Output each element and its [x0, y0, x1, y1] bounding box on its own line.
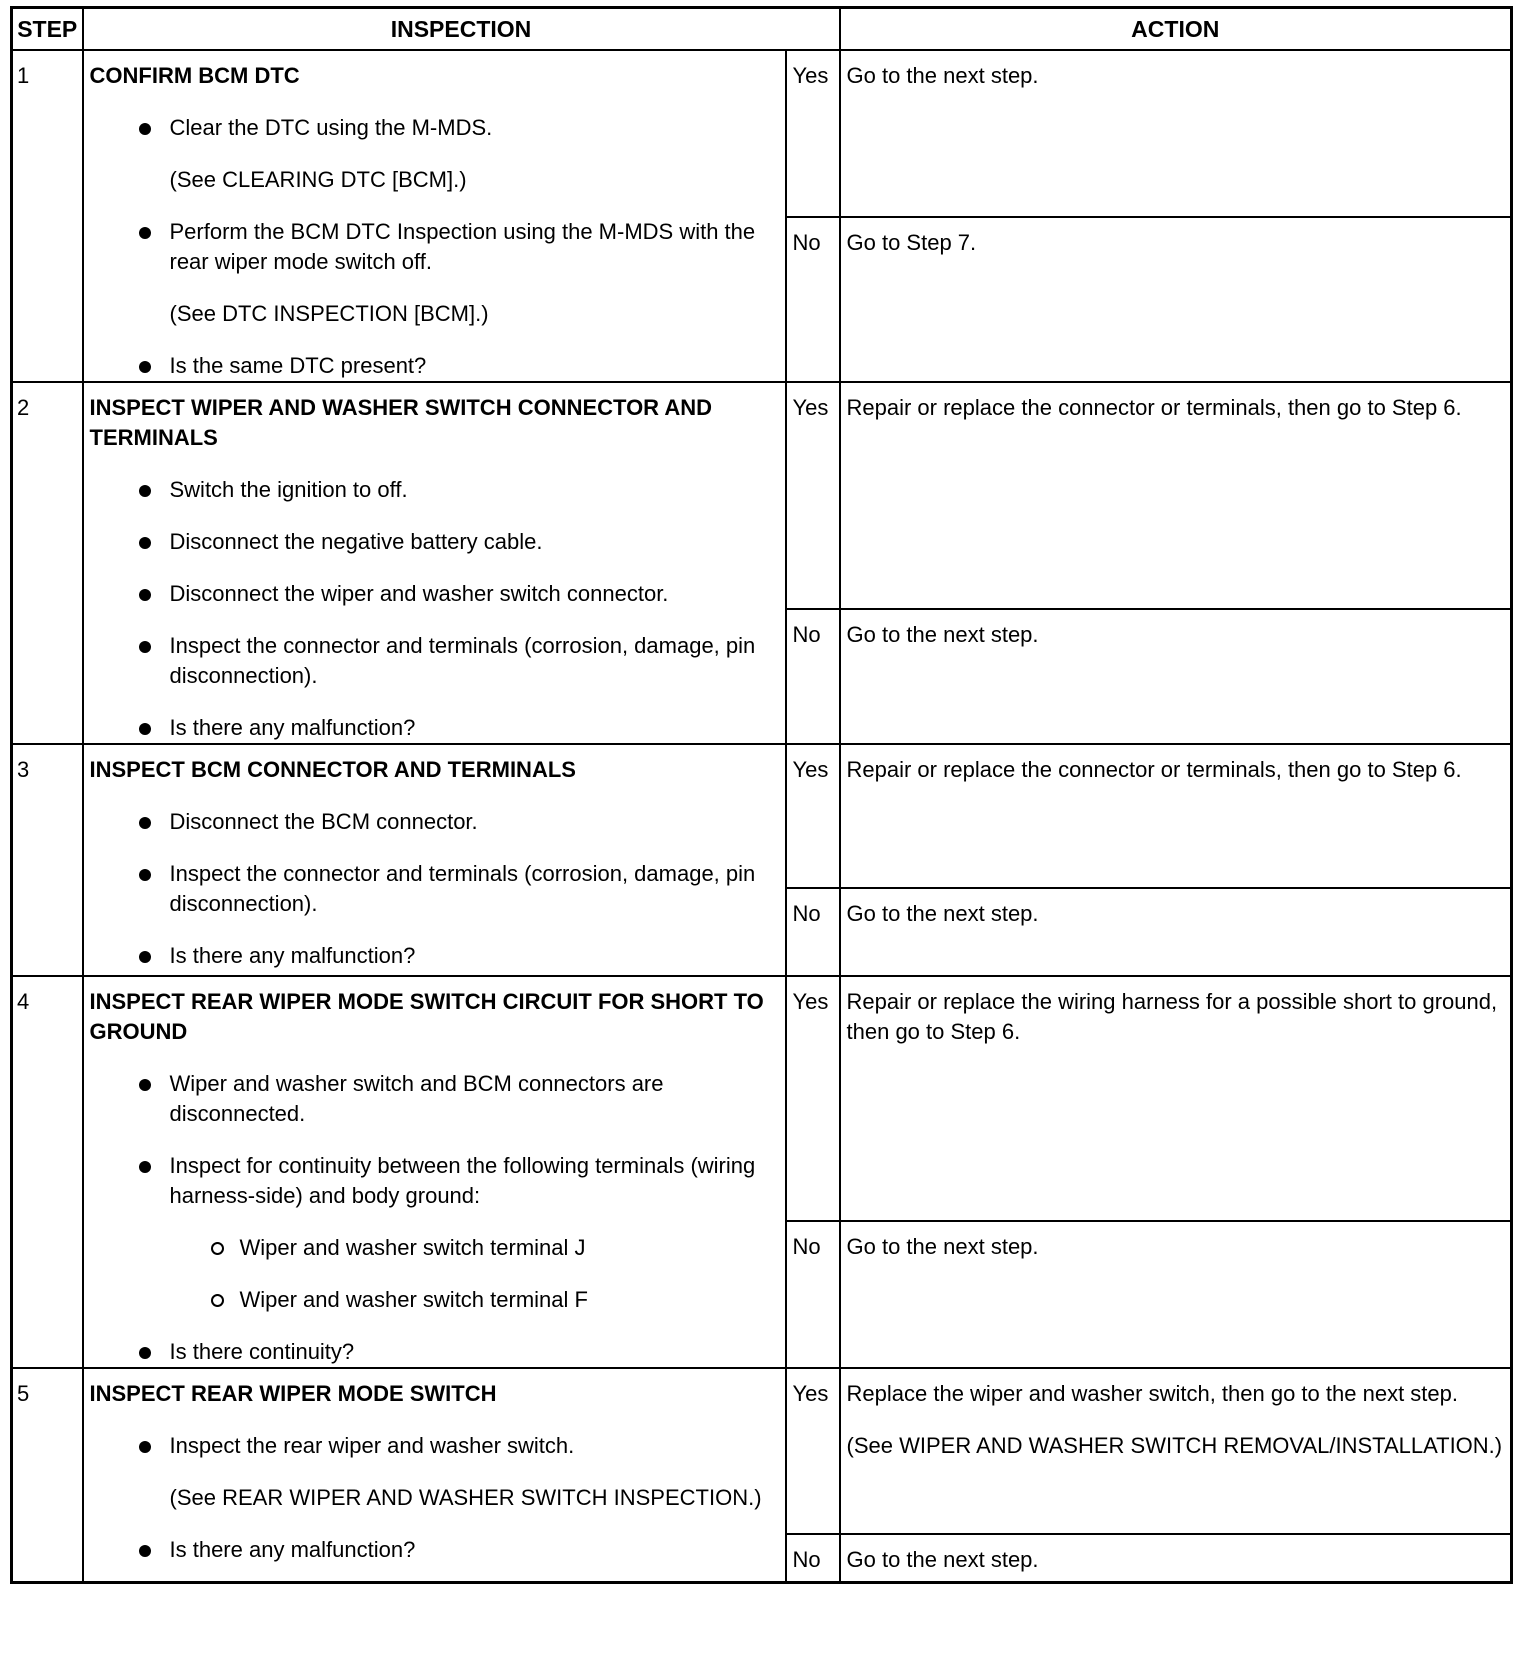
bullet-question: Is there any malfunction? — [90, 941, 775, 971]
step-title: INSPECT BCM CONNECTOR AND TERMINALS — [89, 757, 576, 782]
bullet-item: Switch the ignition to off. — [90, 475, 775, 505]
bullet-item: Disconnect the wiper and washer switch connector. — [90, 579, 775, 609]
bullet-question: Is there continuity? — [90, 1337, 775, 1367]
inspection-table — [10, 6, 1513, 1584]
yes-action-cell — [840, 1368, 1512, 1534]
inspection-cell — [83, 50, 786, 382]
no-label: No — [786, 1221, 840, 1368]
yes-action: Repair or replace the connector or terminals, then go to Step 6. — [840, 382, 1512, 609]
bullet-question: Is the same DTC present? — [90, 351, 775, 381]
yes-label: Yes — [786, 744, 840, 888]
yes-action: Replace the wiper and washer switch, then go to the next step. — [846, 1381, 1458, 1406]
inspection-cell — [83, 382, 786, 744]
no-action: Go to the next step. — [840, 1534, 1512, 1583]
no-label: No — [786, 609, 840, 744]
step-title: CONFIRM BCM DTC — [89, 63, 300, 88]
table-row — [12, 50, 1512, 217]
table-row — [12, 1368, 1512, 1534]
yes-action: Repair or replace the connector or terminals, then go to Step 6. — [840, 744, 1512, 888]
no-label: No — [786, 888, 840, 976]
bullet-item: Clear the DTC using the M-MDS. — [90, 113, 775, 143]
no-action: Go to Step 7. — [840, 217, 1512, 382]
inspection-cell — [83, 744, 786, 976]
reference-note: (See CLEARING DTC [BCM].) — [169, 167, 467, 192]
inspection-sheet — [10, 6, 1513, 1584]
sub-item: Wiper and washer switch terminal F — [90, 1285, 775, 1315]
step-title: INSPECT REAR WIPER MODE SWITCH CIRCUIT FOR SHORT TO GROUND — [89, 989, 764, 1044]
bullet-item: Wiper and washer switch and BCM connectors are disconnected. — [90, 1069, 775, 1129]
header-inspection: INSPECTION — [83, 8, 840, 51]
step-number: 2 — [12, 382, 83, 744]
step-number: 3 — [12, 744, 83, 976]
table-row — [12, 976, 1512, 1221]
no-action: Go to the next step. — [840, 888, 1512, 976]
bullet-item: Disconnect the negative battery cable. — [90, 527, 775, 557]
table-row — [12, 382, 1512, 609]
sub-item: Wiper and washer switch terminal J — [90, 1233, 775, 1263]
step-title: INSPECT WIPER AND WASHER SWITCH CONNECTOR AND TERMINALS — [89, 395, 713, 450]
inspection-cell — [83, 1368, 786, 1583]
bullet-item: Inspect the rear wiper and washer switch. — [90, 1431, 775, 1461]
bullet-item: Inspect the connector and terminals (corrosion, damage, pin disconnection). — [90, 631, 775, 691]
header-action: ACTION — [840, 8, 1512, 51]
no-action: Go to the next step. — [840, 609, 1512, 744]
inspection-cell — [83, 976, 786, 1368]
no-label: No — [786, 1534, 840, 1583]
header-step: STEP — [12, 8, 83, 51]
reference-note: (See DTC INSPECTION [BCM].) — [169, 301, 489, 326]
table-header-row — [12, 8, 1512, 51]
table-row — [12, 744, 1512, 888]
yes-label: Yes — [786, 50, 840, 217]
yes-label: Yes — [786, 976, 840, 1221]
bullet-item: Inspect for continuity between the following terminals (wiring harness-side) and body ground: — [90, 1151, 775, 1211]
bullet-item: Inspect the connector and terminals (corrosion, damage, pin disconnection). — [90, 859, 775, 919]
reference-note: (See WIPER AND WASHER SWITCH REMOVAL/INSTALLATION.) — [846, 1433, 1503, 1458]
no-label: No — [786, 217, 840, 382]
yes-action: Repair or replace the wiring harness for a possible short to ground, then go to Step 6. — [840, 976, 1512, 1221]
bullet-question: Is there any malfunction? — [90, 1535, 775, 1565]
yes-action: Go to the next step. — [840, 50, 1512, 217]
yes-label: Yes — [786, 382, 840, 609]
step-title: INSPECT REAR WIPER MODE SWITCH — [89, 1381, 497, 1406]
step-number: 1 — [12, 50, 83, 382]
step-number: 5 — [12, 1368, 83, 1583]
step-number: 4 — [12, 976, 83, 1368]
reference-note: (See REAR WIPER AND WASHER SWITCH INSPECTION.) — [169, 1485, 762, 1510]
bullet-question: Is there any malfunction? — [90, 713, 775, 743]
bullet-item: Disconnect the BCM connector. — [90, 807, 775, 837]
no-action: Go to the next step. — [840, 1221, 1512, 1368]
bullet-item: Perform the BCM DTC Inspection using the M-MDS with the rear wiper mode switch off. — [90, 217, 775, 277]
yes-label: Yes — [786, 1368, 840, 1534]
